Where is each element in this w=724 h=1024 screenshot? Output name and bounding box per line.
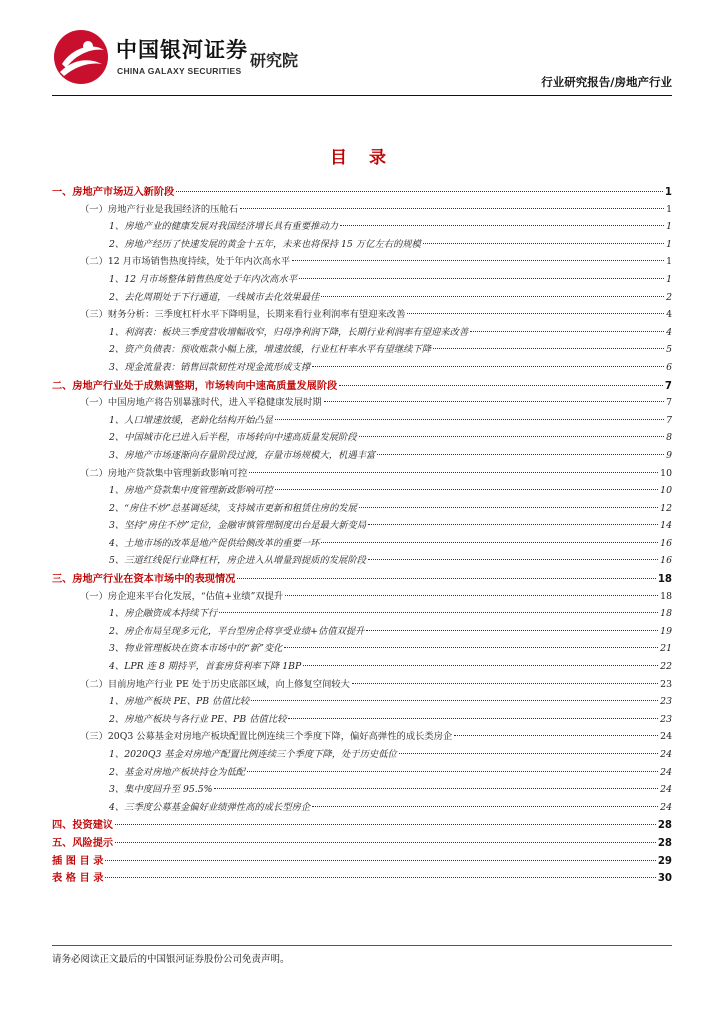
toc-entry[interactable] [52, 394, 672, 412]
toc-entry-title: 3、集中度回升至 95.5% [109, 784, 213, 796]
toc-entry[interactable] [52, 764, 672, 782]
toc-entry[interactable] [52, 852, 672, 870]
toc-entry[interactable] [52, 412, 672, 430]
toc-page-number: 21 [660, 643, 672, 655]
toc-page-number: 28 [657, 837, 672, 849]
toc-page-number: 1 [666, 238, 672, 250]
report-type: 行业研究报告/房地产行业 [541, 75, 672, 89]
toc-leader-dots [368, 559, 658, 560]
toc-leader-dots [339, 385, 663, 386]
toc-leader-dots [299, 278, 664, 279]
toc-entry[interactable] [52, 869, 672, 887]
toc-leader-dots [247, 771, 658, 772]
toc-page-number: 5 [666, 344, 672, 356]
toc-page-number: 1 [666, 203, 672, 215]
toc-entry[interactable] [52, 746, 672, 764]
toc-page-number: 4 [666, 309, 672, 321]
toc-entry[interactable] [52, 781, 672, 799]
toc-leader-dots [115, 824, 656, 825]
toc-entry[interactable] [52, 359, 672, 377]
toc-entry-title: 4、LPR 连 8 期持平，首套房贷利率下降 1BP [109, 661, 302, 673]
toc-entry-title: 2、房地产经历了快速发展的黄金十五年，未来也将保持 15 万亿左右的规模 [109, 238, 421, 250]
toc-entry-title: 1、房企融资成本持续下行 [109, 608, 218, 620]
toc-entry[interactable] [52, 253, 672, 271]
toc-page-number: 1 [666, 221, 672, 233]
toc-page-number: 9 [666, 449, 672, 461]
toc-page-number: 8 [666, 432, 672, 444]
toc-entry-title: 四、投资建议 [52, 820, 114, 832]
toc-page-number: 7 [664, 380, 672, 392]
toc-leader-dots [470, 331, 664, 332]
toc-entry[interactable] [52, 289, 672, 307]
toc-entry-title: 2、基金对房地产板块持仓为低配 [109, 766, 246, 778]
toc-entry-title: 五、风险提示 [52, 837, 114, 849]
toc-page-number: 16 [660, 555, 672, 567]
toc-page-number: 24 [660, 731, 672, 743]
toc-entry[interactable] [52, 799, 672, 817]
toc-entry-title: 4、土地市场的改革是地产促供给侧改革的重要一环 [109, 537, 320, 549]
toc-entry[interactable] [52, 517, 672, 535]
toc-entry[interactable] [52, 377, 672, 395]
toc-leader-dots [366, 630, 658, 631]
toc-leader-dots [288, 718, 658, 719]
toc-entry[interactable] [52, 465, 672, 483]
toc-page-number: 30 [657, 873, 672, 885]
toc-entry[interactable] [52, 552, 672, 570]
toc-entry[interactable] [52, 341, 672, 359]
toc-leader-dots [340, 225, 664, 226]
toc-page-number: 24 [660, 801, 672, 813]
toc-page-number: 6 [666, 361, 672, 373]
toc-entry[interactable] [52, 324, 672, 342]
toc-leader-dots [377, 454, 664, 455]
toc-entry[interactable] [52, 447, 672, 465]
toc-entry-title: 1、人口增速放缓，老龄化结构开始凸显 [109, 414, 273, 426]
toc-entry-title: （一）房企迎来平台化发展，“估值+业绩”双提升 [80, 590, 284, 602]
toc-page-number: 7 [666, 414, 672, 426]
toc-page-number: 24 [660, 749, 672, 760]
toc-entry[interactable] [52, 658, 672, 676]
toc-leader-dots [240, 208, 664, 209]
toc-page-number: 12 [660, 502, 672, 514]
toc-entry-title: （二）房地产贷款集中管理新政影响可控 [80, 467, 248, 479]
toc-entry[interactable] [52, 429, 672, 447]
toc-leader-dots [324, 401, 664, 402]
toc-entry[interactable] [52, 271, 672, 289]
toc-leader-dots [368, 524, 658, 525]
toc-entry-title: 1、12 月市场整体销售热度处于年内次高水平 [109, 273, 298, 285]
toc-leader-dots [454, 735, 658, 736]
toc-page-number: 22 [660, 661, 672, 673]
toc-entry-title: （三）财务分析：三季度杠杆水平下降明显，长期来看行业利润率有望迎来改善 [80, 309, 406, 321]
toc-leader-dots [352, 683, 658, 684]
toc-entry-title: 2、房企布局呈现多元化，平台型房企将享受业绩+估值双提升 [109, 625, 365, 637]
header-divider [52, 95, 672, 96]
toc-page-number: 29 [657, 855, 672, 867]
toc-entry-title: 4、三季度公募基金偏好业绩弹性高的成长型房企 [109, 801, 311, 813]
toc-leader-dots [321, 542, 658, 543]
toc-leader-dots [321, 296, 664, 297]
toc-leader-dots [275, 419, 664, 420]
toc-entry[interactable] [52, 605, 672, 623]
toc-leader-dots [433, 348, 664, 349]
toc-leader-dots [284, 647, 658, 648]
toc-page-number: 18 [660, 590, 672, 602]
toc-page-number: 19 [660, 625, 672, 637]
toc-leader-dots [251, 700, 658, 701]
toc-page-number: 23 [660, 696, 672, 708]
toc-entry[interactable] [52, 201, 672, 219]
toc-entry[interactable] [52, 482, 672, 500]
toc-entry[interactable] [52, 236, 672, 254]
footer-disclaimer: 请务必阅读正文最后的中国银河证券股份公司免责声明。 [52, 954, 290, 965]
toc-page-number: 28 [657, 820, 672, 832]
toc-entry-title: 3、现金流量表：销售回款韧性对现金流形成支撑 [109, 361, 311, 373]
logo-english-name: CHINA GALAXY SECURITIES [117, 66, 242, 76]
toc-leader-dots [407, 313, 664, 314]
toc-entry-title: 2、资产负债表：预收账款小幅上涨，增速放缓，行业杠杆率水平有望继续下降 [109, 344, 432, 356]
toc-entry[interactable] [52, 218, 672, 236]
toc-leader-dots [303, 665, 658, 666]
toc-entry-title: 一、房地产市场迈入新阶段 [52, 187, 175, 198]
toc-leader-dots [423, 243, 664, 244]
toc-leader-dots [312, 806, 658, 807]
toc-title: 目 录 [330, 148, 394, 168]
toc-entry[interactable] [52, 588, 672, 606]
toc-entry-title: （一）房地产行业是我国经济的压舱石 [80, 203, 239, 215]
toc-entry-title: 1、2020Q3 基金对房地产配置比例连续三个季度下降，处于历史低位 [109, 749, 397, 760]
toc-entry[interactable] [52, 676, 672, 694]
toc-entry[interactable] [52, 500, 672, 518]
toc-leader-dots [115, 842, 656, 843]
toc-page-number: 4 [666, 326, 672, 338]
toc-entry[interactable] [52, 711, 672, 729]
toc-entry-title: （三）20Q3 公募基金对房地产板块配置比例连续三个季度下降，偏好高弹性的成长类房企 [80, 731, 453, 743]
toc-page-number: 23 [660, 678, 672, 690]
toc-page-number: 2 [666, 291, 672, 303]
toc-leader-dots [219, 612, 658, 613]
toc-entry-title: 3、坚持“房住不炒”定位，金融审慎管理制度出台是最大新变局 [109, 520, 367, 532]
toc-entry[interactable] [52, 306, 672, 324]
institute-label: 研究院 [250, 51, 299, 70]
toc-entry-title: 表 格 目 录 [52, 873, 104, 885]
toc-entry-title: 1、利润表：板块三季度营收增幅收窄，归母净利润下降，长期行业利润率有望迎来改善 [109, 326, 469, 338]
toc-page-number: 1 [666, 273, 672, 285]
page-header [52, 28, 672, 92]
toc-leader-dots [359, 507, 658, 508]
toc-entry[interactable] [52, 640, 672, 658]
toc-entry-title: 三、房地产行业在资本市场中的表现情况 [52, 574, 236, 586]
toc-page-number: 16 [660, 537, 672, 549]
toc-entry-title: 5、三道红线促行业降杠杆，房企进入从增量到提质的发展阶段 [109, 555, 366, 567]
toc-entry[interactable] [52, 183, 672, 201]
toc-leader-dots [176, 191, 663, 192]
toc-entry[interactable] [52, 728, 672, 746]
toc-entry[interactable] [52, 834, 672, 852]
toc-entry-title: （一）中国房地产将告别暴涨时代，进入平稳健康发展时期 [80, 397, 322, 409]
toc-entry-title: 2、中国城市化已进入后半程，市场转向中速高质量发展阶段 [109, 432, 357, 444]
toc-entry-title: 1、房地产业的健康发展对我国经济增长具有重要推动力 [109, 221, 339, 233]
toc-entry[interactable] [52, 570, 672, 588]
toc-page-number: 14 [660, 520, 672, 532]
table-of-contents [52, 183, 672, 887]
toc-leader-dots [249, 472, 658, 473]
toc-entry[interactable] [52, 535, 672, 553]
toc-entry-title: 插 图 目 录 [52, 855, 104, 867]
toc-entry-title: （二）12 月市场销售热度持续，处于年内次高水平 [80, 256, 291, 268]
toc-entry-title: （二）目前房地产行业 PE 处于历史底部区域，向上修复空间较大 [80, 678, 350, 690]
toc-entry[interactable] [52, 623, 672, 641]
toc-leader-dots [285, 595, 658, 596]
toc-page-number: 18 [657, 574, 672, 586]
toc-page-number: 10 [660, 485, 672, 497]
toc-leader-dots [292, 260, 664, 261]
toc-entry-title: 3、房地产市场逐渐向存量阶段过渡，存量市场规模大，机遇丰富 [109, 449, 376, 461]
toc-entry-title: 1、房地产贷款集中度管理新政影响可控 [109, 485, 273, 497]
toc-entry-title: 二、房地产行业处于成熟调整期，市场转向中速高质量发展阶段 [52, 380, 338, 392]
toc-leader-dots [399, 753, 658, 754]
toc-page-number: 24 [660, 766, 672, 778]
toc-leader-dots [312, 366, 664, 367]
toc-entry-title: 2、房地产板块与各行业 PE、PB 估值比较 [109, 713, 287, 725]
toc-page-number: 7 [666, 397, 672, 409]
toc-page-number: 18 [660, 608, 672, 620]
toc-entry[interactable] [52, 816, 672, 834]
toc-entry[interactable] [52, 693, 672, 711]
toc-leader-dots [237, 578, 655, 579]
toc-page-number: 1 [664, 187, 672, 198]
toc-entry-title: 2、“房住不炒”总基调延续，支持城市更新和租赁住房的发展 [109, 502, 357, 514]
toc-leader-dots [105, 860, 655, 861]
galaxy-logo-icon [52, 28, 110, 86]
toc-page-number: 1 [666, 256, 672, 268]
toc-page-number: 23 [660, 713, 672, 725]
toc-leader-dots [105, 877, 655, 878]
toc-leader-dots [214, 788, 658, 789]
footer-divider [52, 945, 672, 946]
toc-leader-dots [275, 489, 658, 490]
logo-chinese-name: 中国银河证券 [116, 38, 248, 62]
toc-entry-title: 2、去化周期处于下行通道，一线城市去化效果最佳 [109, 291, 320, 303]
toc-entry-title: 3、物业管理板块在资本市场中的“新”变化 [109, 643, 283, 655]
toc-page-number: 24 [660, 784, 672, 796]
toc-entry-title: 1、房地产板块 PE、PB 估值比较 [109, 696, 250, 708]
toc-page-number: 10 [660, 467, 672, 479]
toc-leader-dots [359, 436, 664, 437]
